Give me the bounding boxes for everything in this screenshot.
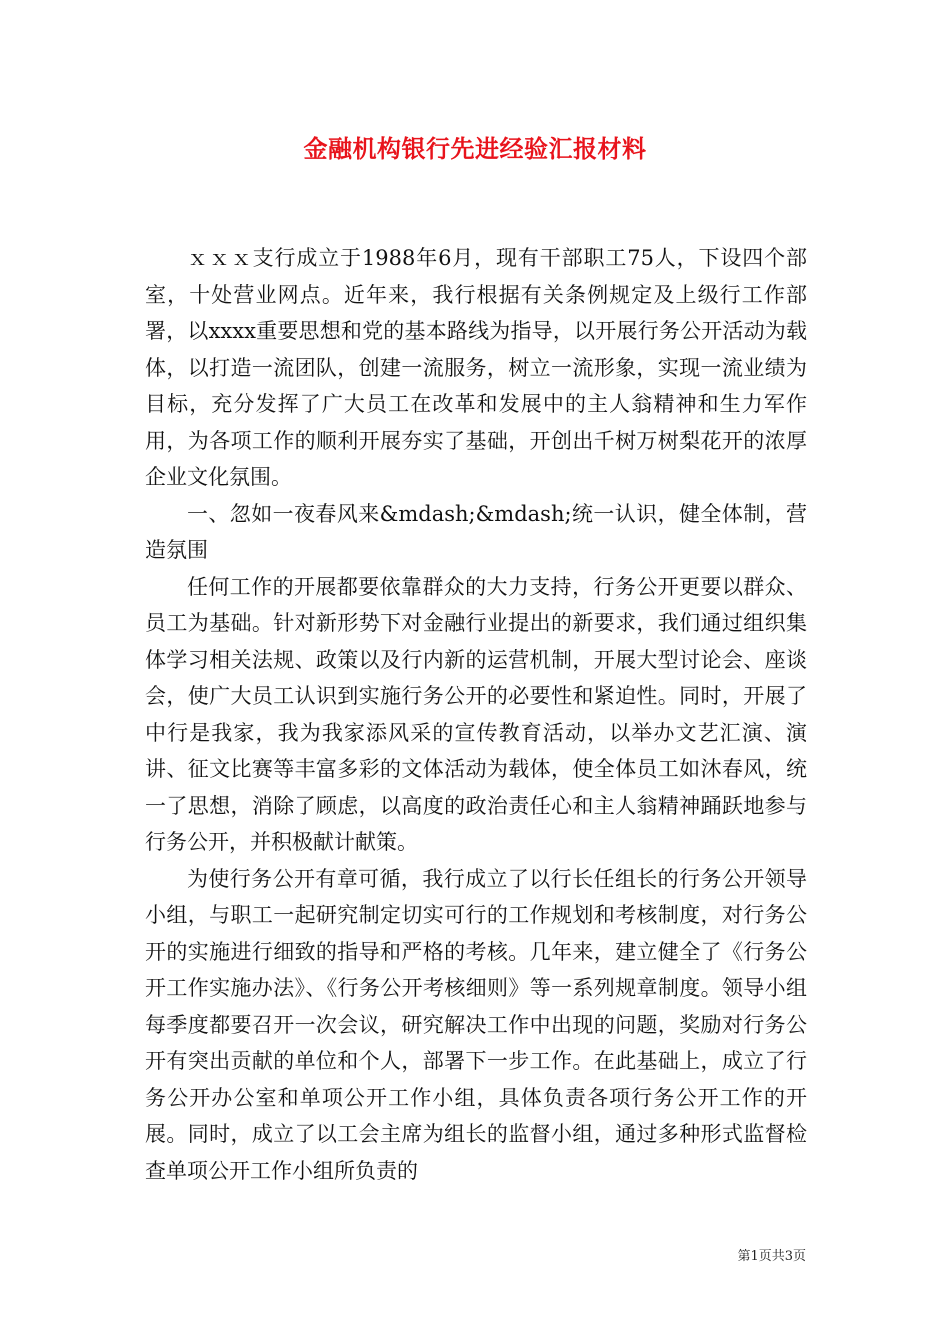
paragraph-2: 任何工作的开展都要依靠群众的大力支持，行务公开更要以群众、员工为基础。针对新形势下对金融行业提出的新要求，我们通过组织集体学习相关法规、政策以及行内新的运营机制，开展大型讨论会、座谈会，使广大员工认识到实施行务公开的必要性和紧迫性。同时，开展了中行是我家，我为我家添风采的宣传教育活动，以举办文艺汇演、演讲、征文比赛等丰富多彩的文体活动为载体，使全体员工如沐春风，统一了思想，消除了顾虑，以高度的政治责任心和主人翁精神踊跃地参与行务公开，并积极献计献策。 — [145, 574, 807, 854]
paragraph-3: 为使行务公开有章可循，我行成立了以行长任组长的行务公开领导小组，与职工一起研究制定切实可行的工作规划和考核制度，对行务公开的实施进行细致的指导和严格的考核。几年来，建立健全了《行务公开工作实施办法》、《行务公开考核细则》等一系列规章制度。领导小组每季度都要召开一次会议，研究解决工作中出现的问题，奖励对行务公开有突出贡献的单位和个人，部署下一步工作。在此基础上，成立了行务公开办公室和单项公开工作小组，具体负责各项行务公开工作的开展。同时，成立了以工会主席为组长的监督小组，通过多种形式监督检查单项公开工作小组所负责的 — [145, 866, 807, 1183]
section-heading-1: 一、忽如一夜春风来&mdash;&mdash;统一认识，健全体制，营造氛围 — [145, 501, 807, 562]
document-title: 金融机构银行先进经验汇报材料 — [303, 134, 647, 163]
document-body — [145, 240, 807, 1189]
paragraph-intro: ｘｘｘ支行成立于1988年6月，现有干部职工75人，下设四个部室，十处营业网点。近年来，我行根据有关条例规定及上级行工作部署，以xxxx重要思想和党的基本路线为指导，以开展行务公开活动为载体，以打造一流团队，创建一流服务，树立一流形象，实现一流业绩为目标，充分发挥了广大员工在改革和发展中的主人翁精神和生力军作用，为各项工作的顺利开展夯实了基础，开创出千树万树梨花开的浓厚企业文化氛围。 — [145, 246, 807, 489]
page-number: 第1页共3页 — [737, 1249, 806, 1264]
